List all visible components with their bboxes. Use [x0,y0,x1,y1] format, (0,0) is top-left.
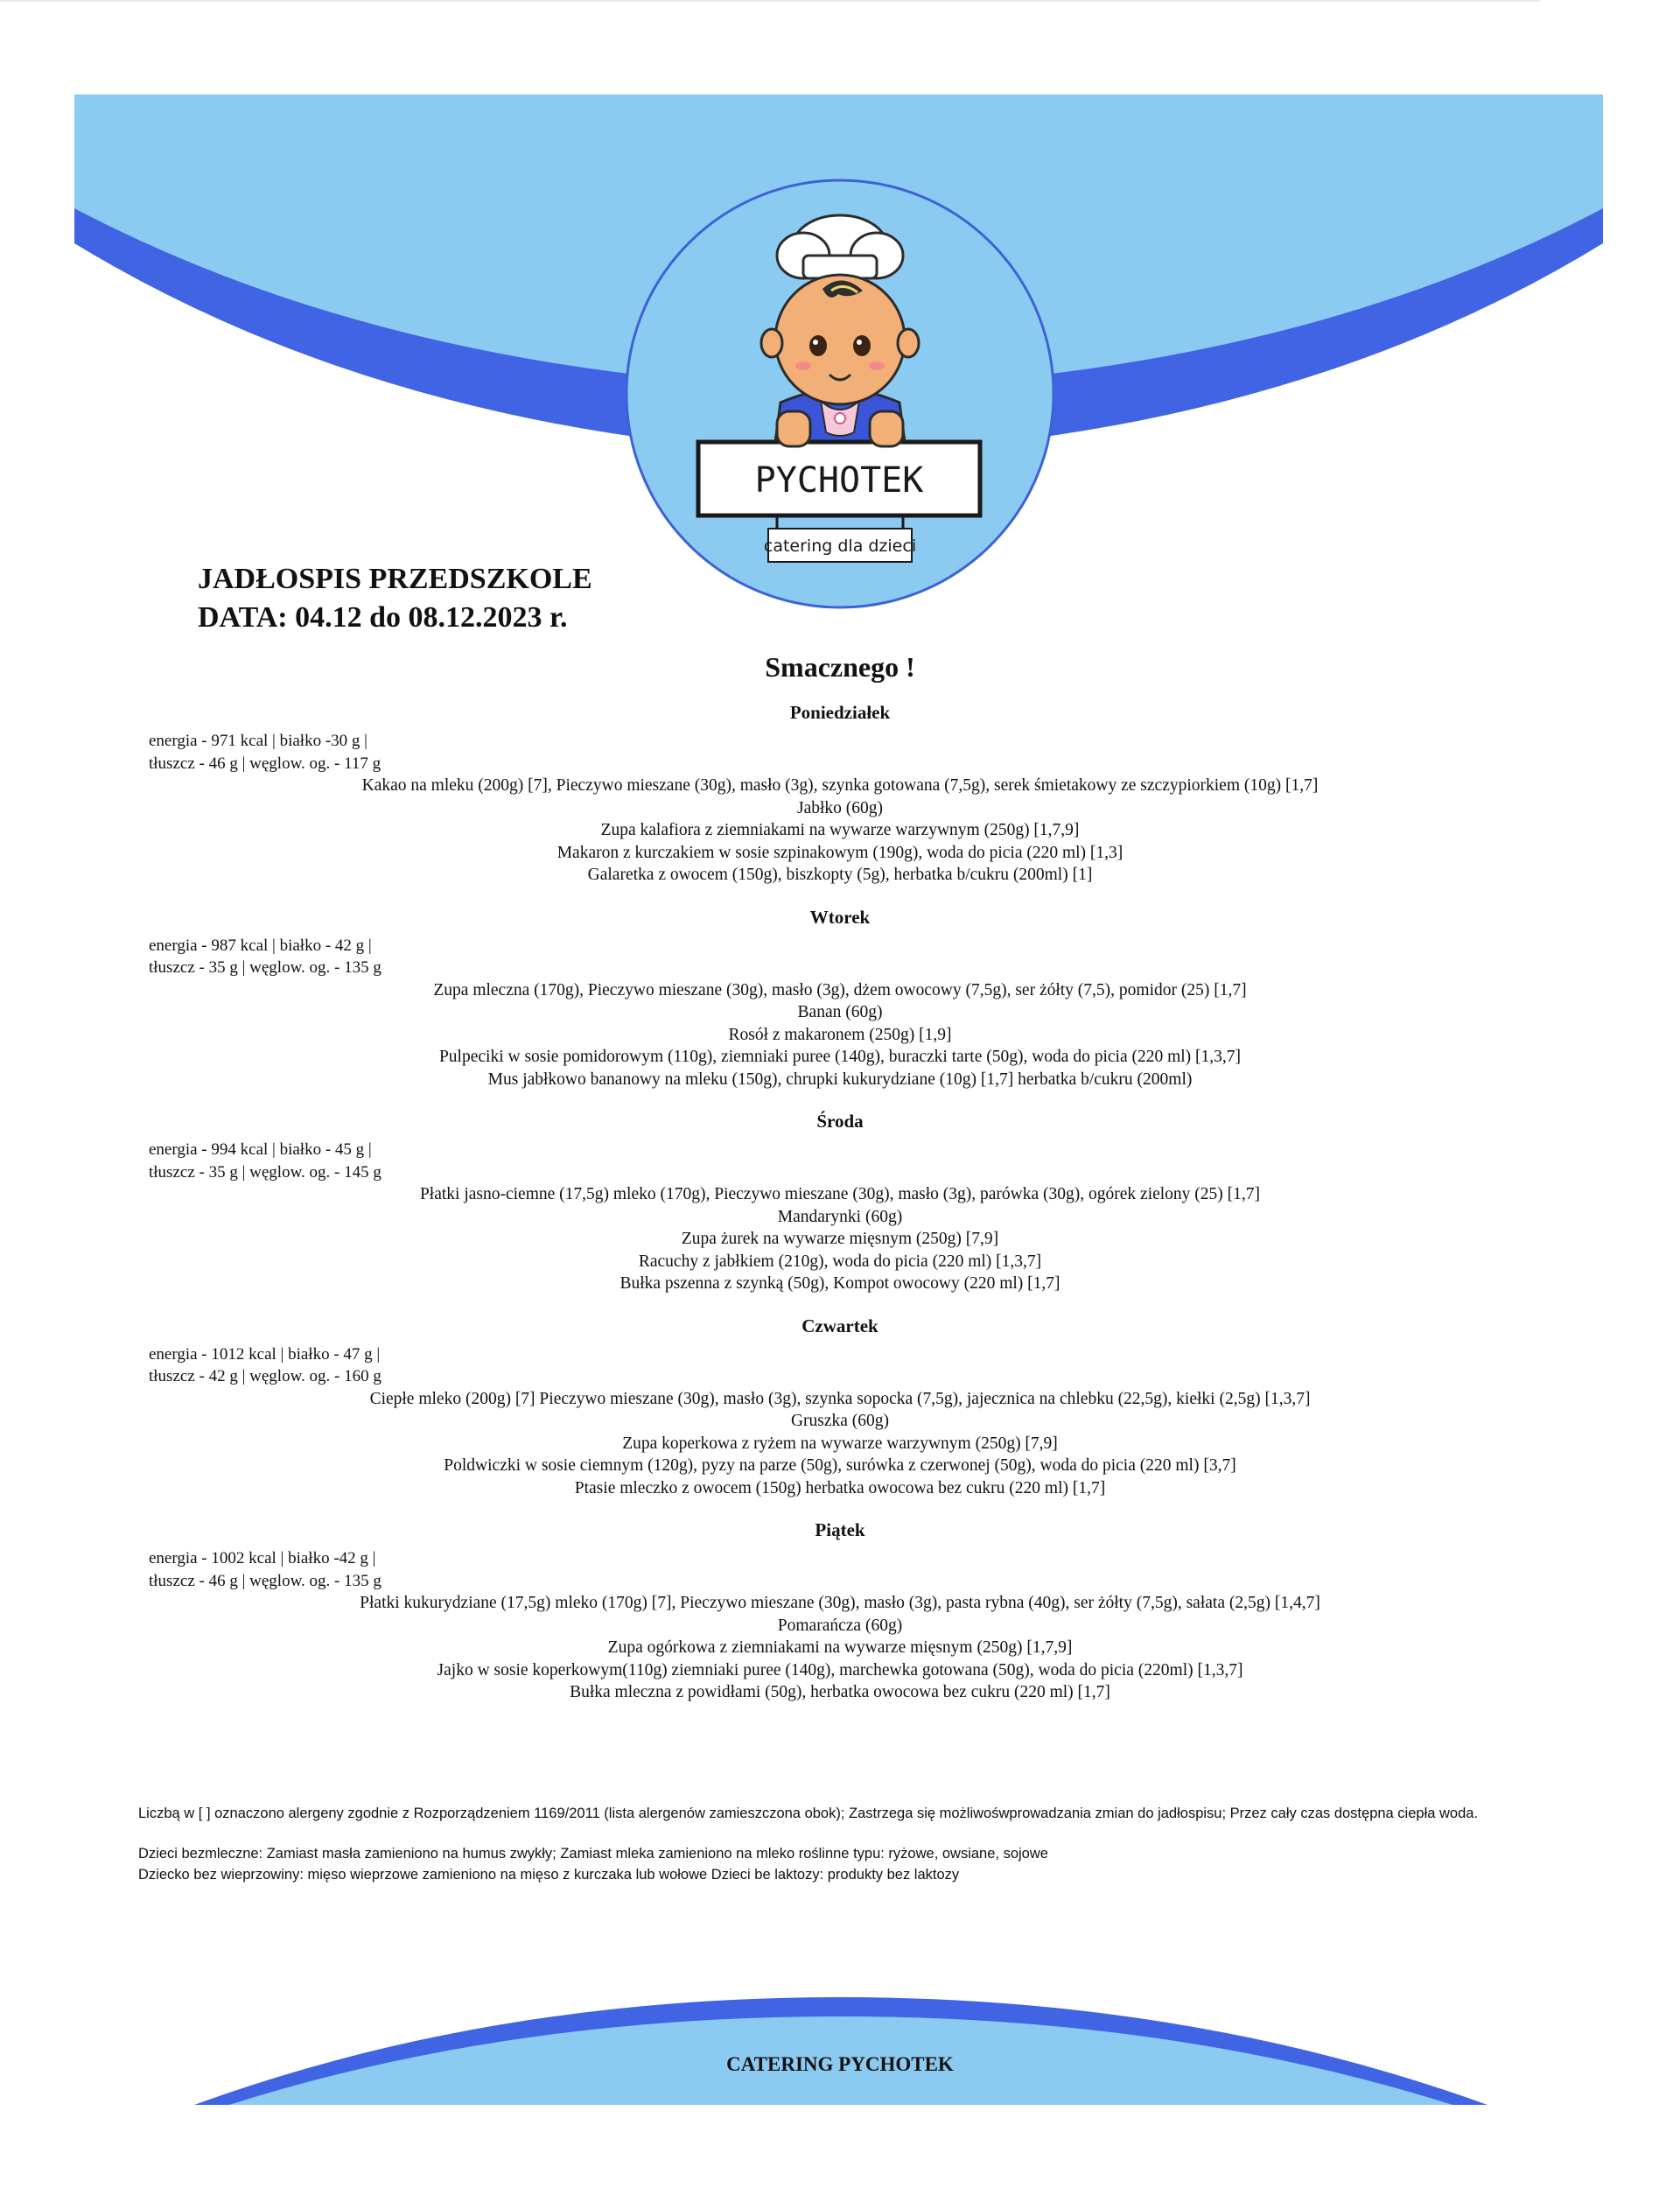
meal-line: Makaron z kurczakiem w sosie szpinakowym (190g), woda do picia (220 ml) [1,3] [556,843,1124,862]
footnotes [138,1803,1556,1885]
meal-line: Zupa mleczna (170g), Pieczywo mieszane (30g), masło (3g), dżem owocowy (7,5g), ser żółty (7,5), pomidor (25) [1,7] [433,980,1247,999]
meal-line: Ptasie mleczko z owocem (150g) herbatka owocowa bez cukru (220 ml) [1,7] [574,1478,1106,1497]
meal-line: Bułka mleczna z powidłami (50g), herbatka owocowa bez cukru (220 ml) [1,7] [570,1683,1110,1701]
meal-line: Gruszka (60g) [790,1412,890,1430]
nutrition-line: energia - 1002 kcal | białko -42 g | [149,1549,376,1567]
allergen-note: Liczbą w [ ] oznaczono alergeny zgodnie z Rozporządzeniem 1169/2011 (lista alergenów zamieszczona obok); Zastrzega się możliwośwprowadzania zmian do jadłospisu; Przez cały czas dostępna ciepła woda. [138,1806,1479,1821]
logo-tagline-text: catering dla dzieci [763,536,917,556]
menu-date: DATA: 04.12 do 08.12.2023 r. [198,601,568,634]
meal-line: Ciepłe mleko (200g) [7] Pieczywo mieszane (30g), masło (3g), szynka sopocka (7,5g), jajecznica na chlebku (22,5g), kiełki (2,5g) [1,3,7] [369,1389,1311,1408]
meal-line: Kakao na mleku (200g) [7], Pieczywo mieszane (30g), masło (3g), szynka gotowana (7,5g), serek śmietakowy ze szczypiorkiem (10g) [1,7] [361,776,1319,795]
day-section-monday [0,700,1680,887]
day-section-friday [0,1518,1680,1704]
meal-line: Jabłko (60g) [796,798,884,817]
meal-line: Jajko w sosie koperkowym(110g) ziemniaki puree (140g), marchewka gotowana (50g), woda do picia (220ml) [1,3,7] [437,1660,1243,1680]
day-section-wednesday [0,1109,1680,1295]
meal-line: Zupa kalafiora z ziemniakami na wywarze warzywnym (250g) [1,7,9] [600,821,1080,839]
menu-title-block [198,560,592,637]
day-section-tuesday [0,905,1680,1091]
menu-title: JADŁOSPIS PRZEDSZKOLE [198,563,592,595]
logo-brand-text: PYCHOTEK [754,460,924,501]
meal-line: Zupa ogórkowa z ziemniakami na wywarze mięsnym (250g) [1,7,9] [607,1638,1073,1657]
meal-line: Pomarańcza (60g) [777,1616,903,1635]
meal-line: Banan (60g) [797,1003,883,1021]
weekly-menu [0,700,1680,1722]
pork-free-note: Dziecko bez wieprzowiny: mięso wieprzowe zamieniono na mięso z kurczaka lub wołowe Dzieci be laktozy: produkty bez laktozy [138,1867,960,1883]
meal-line: Zupa żurek na wywarze mięsnym (250g) [7,9] [681,1230,999,1248]
day-title: Wtorek [809,906,871,928]
meal-line: Płatki jasno-ciemne (17,5g) mleko (170g), Pieczywo mieszane (30g), masło (3g), parówka (30g), ogórek zielony (25) [1,7] [419,1185,1261,1203]
meal-line: Zupa koperkowa z ryżem na wywarze warzywnym (250g) [7,9] [622,1434,1058,1453]
meal-line: Racuchy z jabłkiem (210g), woda do picia (220 ml) [1,3,7] [638,1252,1042,1271]
greeting: Smacznego ! [765,651,915,683]
meal-line: Galaretka z owocem (150g), biszkopty (5g), herbatka b/cukru (200ml) [1] [587,866,1093,884]
meal-line: Rosół z makaronem (250g) [1,9] [728,1025,952,1044]
logo [626,180,1054,607]
nutrition-line: energia - 987 kcal | białko - 42 g | [149,936,372,955]
day-title: Czwartek [802,1315,878,1336]
meal-line: Mandarynki (60g) [777,1207,903,1226]
day-title: Środa [816,1111,864,1132]
nutrition-line: tłuszcz - 46 g | węglow. og. - 135 g [149,1571,382,1590]
day-section-thursday [0,1314,1680,1500]
nutrition-line: tłuszcz - 35 g | węglow. og. - 135 g [149,958,382,977]
nutrition-line: tłuszcz - 35 g | węglow. og. - 145 g [149,1162,382,1182]
dairy-free-note: Dzieci bezmleczne: Zamiast masła zamieniono na humus zwykły; Zamiast mleka zamieniono na mleko roślinne typu: ryżowe, owsiane, sojowe [138,1846,1048,1862]
nutrition-line: tłuszcz - 46 g | węglow. og. - 117 g [149,754,382,773]
footer-label: CATERING PYCHOTEK [726,2053,954,2075]
day-title: Piątek [815,1519,865,1540]
nutrition-line: energia - 994 kcal | białko - 45 g | [149,1140,372,1159]
meal-line: Poldwiczki w sosie ciemnym (120g), pyzy na parze (50g), surówka z czerwonej (50g), woda do picia (220 ml) [3,7] [444,1456,1236,1475]
nutrition-line: energia - 1012 kcal | białko - 47 g | [149,1344,381,1364]
meal-line: Mus jabłkowo bananowy na mleku (150g), chrupki kukurydziane (10g) [1,7] herbatka b/cukru (200ml) [487,1069,1193,1089]
day-title: Poniedziałek [789,702,891,723]
nutrition-line: energia - 971 kcal | białko -30 g | [149,732,368,750]
header-banner [0,0,1680,630]
meal-line: Płatki kukurydziane (17,5g) mleko (170g) [7], Pieczywo mieszane (30g), masło (3g), pasta rybna (40g), ser żółty (7,5g), sałata (2,5g) [1,4,7] [360,1594,1320,1612]
meal-line: Pulpeciki w sosie pomidorowym (110g), ziemniaki puree (140g), buraczki tarte (50g), woda do picia (220 ml) [1,3,7] [438,1048,1242,1066]
meal-line: Bułka pszenna z szynką (50g), Kompot owocowy (220 ml) [1,7] [620,1274,1060,1293]
nutrition-line: tłuszcz - 42 g | węglow. og. - 160 g [149,1367,382,1385]
